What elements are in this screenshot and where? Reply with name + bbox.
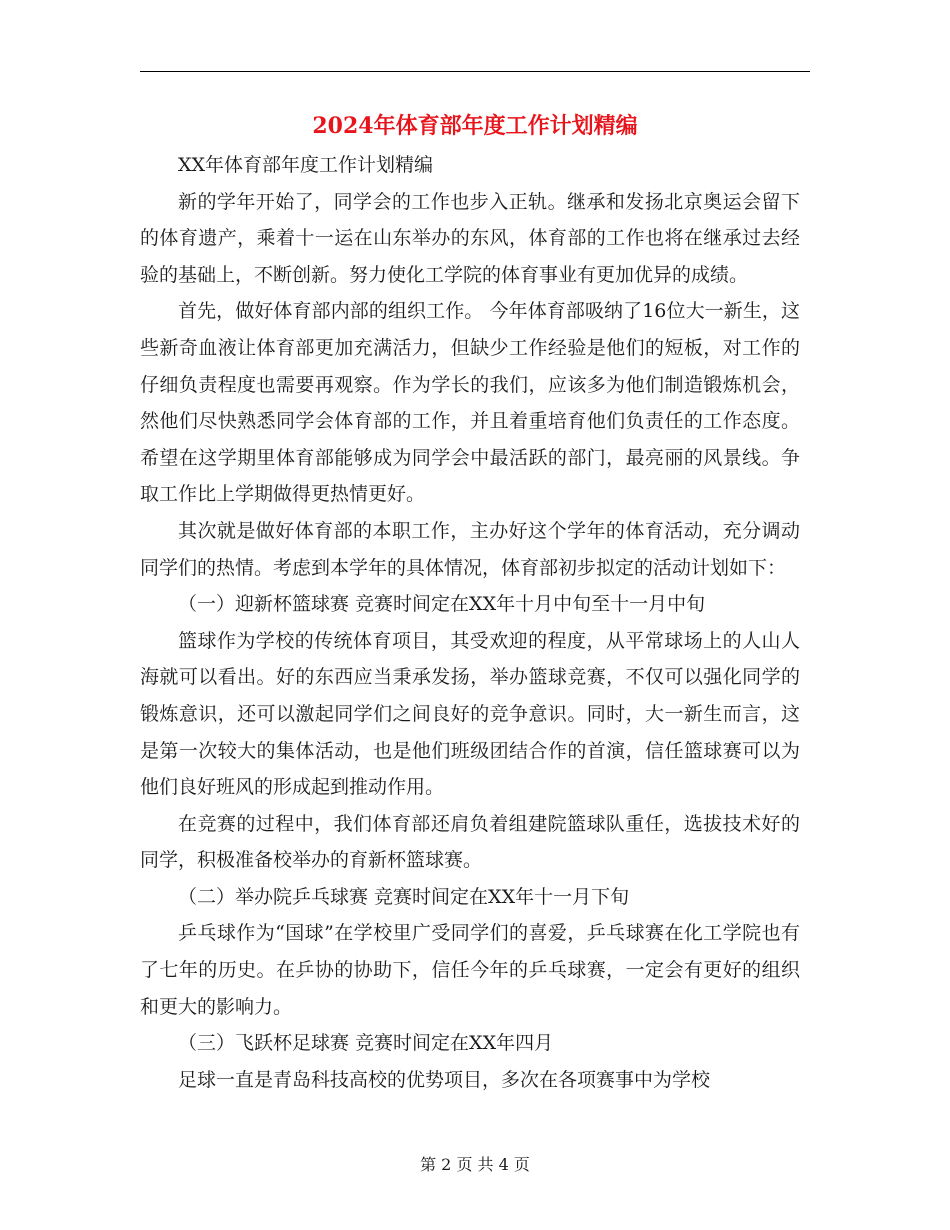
section-heading-pingpong: （二）举办院乒乓球赛 竞赛时间定在XX年十一月下旬 [178,885,630,908]
paragraph-football: 足球一直是青岛科技高校的优势项目，多次在各项赛事中为学校 [178,1068,711,1091]
paragraph-basketball: 篮球作为学校的传统体育项目，其受欢迎的程度，从平常球场上的人山人海就可以看出。好的东西应当秉承发扬，举办篮球竞赛，不仅可以强化同学的锻炼意识，还可以激起同学们之间良好的竞争意识。同时，大一新生而言，这是第一次较大的集体活动，也是他们班级团结合作的首演，信任篮球赛可以为他们良好班风的形成起到推动作用。 [140,629,800,799]
paragraph-pingpong: 乒乓球作为“国球”在学校里广受同学们的喜爱，乒乓球赛在化工学院也有了七年的历史。在乒协的协助下，信任今年的乒乓球赛，一定会有更好的组织和更大的影响力。 [140,922,800,1018]
page-number-footer: 第 2 页 共 4 页 [420,1155,530,1174]
paragraph-organization: 首先，做好体育部内部的组织工作。 今年体育部吸纳了16位大一新生，这些新奇血液让体育部更加充满活力，但缺少工作经验是他们的短板，对工作的仔细负责程度也需要再观察。作为学长的我们，应该多为他们制造锻炼机会，然他们尽快熟悉同学会体育部的工作，并且着重培育他们负责任的工作态度。希望在这学期里体育部能够成为同学会中最活跃的部门，最亮丽的风景线。争取工作比上学期做得更热情更好。 [140,300,800,506]
document-title: 2024年体育部年度工作计划精编 [312,113,638,139]
document-body [140,147,800,1098]
header-rule [140,71,810,72]
paragraph-basketball-team: 在竞赛的过程中，我们体育部还肩负着组建院篮球队重任，选拔技术好的同学，积极准备校举办的育新杯篮球赛。 [140,812,800,872]
paragraph-intro: 新的学年开始了，同学会的工作也步入正轨。继承和发扬北京奥运会留下的体育遗产，乘着十一运在山东举办的东风，体育部的工作也将在继承过去经验的基础上，不断创新。努力使化工学院的体育事业有更加优异的成绩。 [140,190,800,286]
paragraph-duties: 其次就是做好体育部的本职工作，主办好这个学年的体育活动，充分调动同学们的热情。考虑到本学年的具体情况，体育部初步拟定的活动计划如下： [140,519,800,579]
section-heading-basketball: （一）迎新杯篮球赛 竞赛时间定在XX年十月中旬至十一月中旬 [178,593,706,616]
document-subtitle: XX年体育部年度工作计划精编 [178,154,434,176]
section-heading-football: （三）飞跃杯足球赛 竞赛时间定在XX年四月 [178,1032,554,1055]
